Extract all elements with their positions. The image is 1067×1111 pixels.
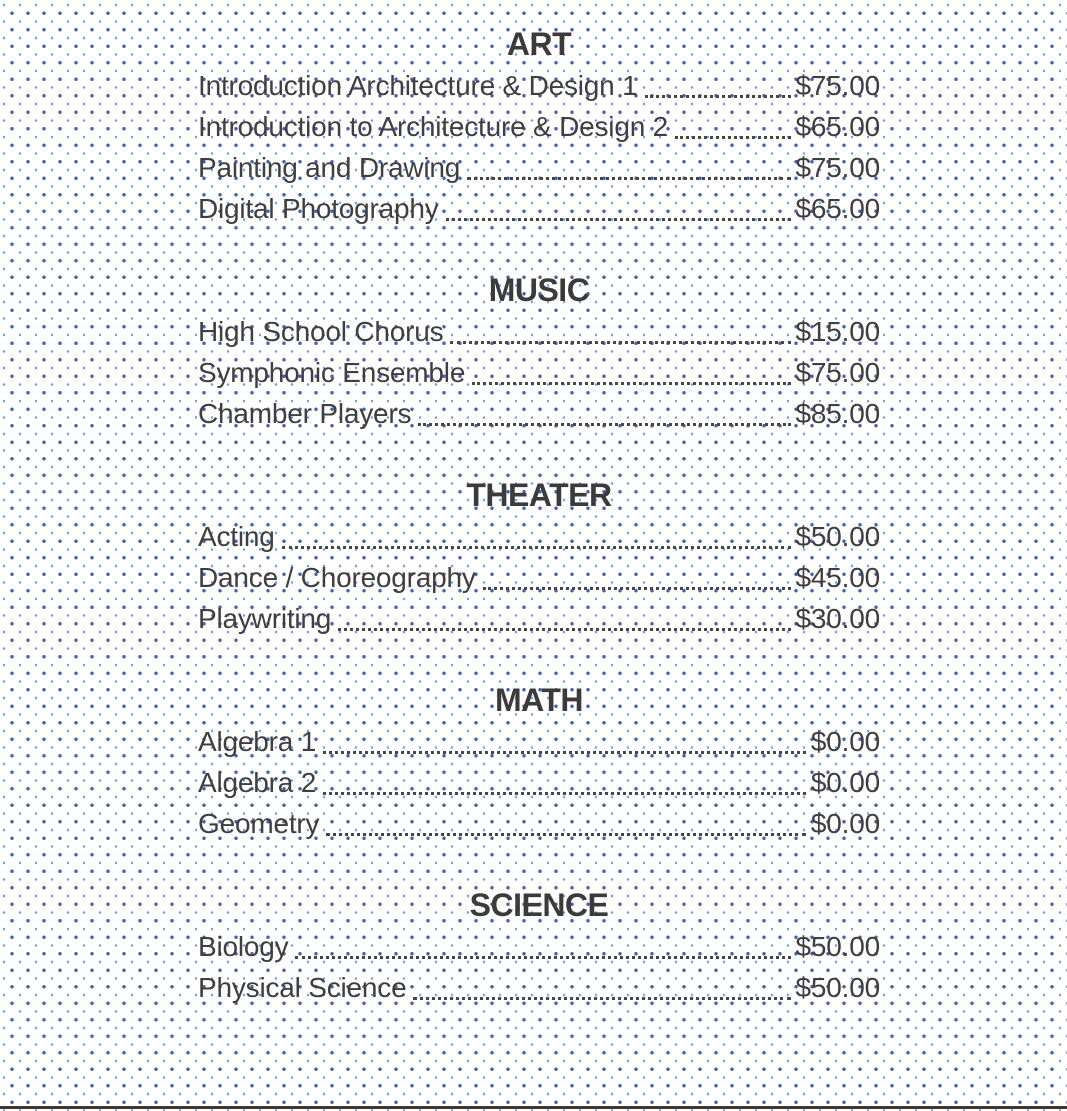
course-row <box>198 762 880 803</box>
section-title: MUSIC <box>488 272 590 308</box>
dot-leader <box>467 147 792 188</box>
section-title: SCIENCE <box>469 887 609 923</box>
course-row <box>198 803 880 844</box>
course-price: $65.00 <box>795 193 880 224</box>
course-row <box>198 516 880 557</box>
course-name: Physical Science <box>198 972 407 1003</box>
course-name: Playwriting <box>198 603 332 634</box>
dot-leader <box>418 393 792 434</box>
section-math <box>198 680 880 844</box>
dot-leader <box>450 311 792 352</box>
dot-leader <box>483 557 793 598</box>
dot-leader <box>413 967 792 1008</box>
course-price: $75.00 <box>795 152 880 183</box>
dot-leader <box>323 762 808 803</box>
dot-leader <box>282 516 793 557</box>
course-name: Dance / Choreography <box>198 562 476 593</box>
bottom-border-rule <box>0 1106 1067 1109</box>
course-row <box>198 557 880 598</box>
course-row <box>198 967 880 1008</box>
section-title: THEATER <box>466 477 612 513</box>
course-price: $65.00 <box>795 111 880 142</box>
dot-leader <box>338 598 792 639</box>
course-row <box>198 926 880 967</box>
dot-leader <box>472 352 792 393</box>
course-price: $50.00 <box>795 972 880 1003</box>
course-price: $0.00 <box>810 808 880 839</box>
course-fee-list <box>198 24 880 1008</box>
section-art <box>198 24 880 229</box>
course-name: Digital Photography <box>198 193 439 224</box>
dot-leader <box>446 188 793 229</box>
section-theater <box>198 475 880 639</box>
course-row <box>198 106 880 147</box>
course-price: $0.00 <box>810 767 880 798</box>
section-title: MATH <box>494 682 584 718</box>
course-name: Introduction to Architecture & Design 2 <box>198 111 669 142</box>
course-price: $75.00 <box>795 70 880 101</box>
course-name: Geometry <box>198 808 320 839</box>
course-row <box>198 352 880 393</box>
course-price: $15.00 <box>795 316 880 347</box>
dot-leader <box>645 65 793 106</box>
course-price: $75.00 <box>795 357 880 388</box>
course-price: $85.00 <box>795 398 880 429</box>
dot-leader <box>295 926 792 967</box>
section-science <box>198 885 880 1008</box>
course-price: $30.00 <box>795 603 880 634</box>
course-name: Acting <box>198 521 275 552</box>
course-row <box>198 393 880 434</box>
dot-leader <box>675 106 793 147</box>
course-price: $0.00 <box>810 726 880 757</box>
course-name: Algebra 2 <box>198 767 317 798</box>
course-name: Chamber Players <box>198 398 412 429</box>
course-row <box>198 65 880 106</box>
course-price: $50.00 <box>795 931 880 962</box>
course-name: Algebra 1 <box>198 726 317 757</box>
course-row <box>198 311 880 352</box>
course-row <box>198 598 880 639</box>
course-price: $45.00 <box>795 562 880 593</box>
course-name: High School Chorus <box>198 316 444 347</box>
course-row <box>198 721 880 762</box>
course-price: $50.00 <box>795 521 880 552</box>
course-row <box>198 147 880 188</box>
course-name: Symphonic Ensemble <box>198 357 466 388</box>
dot-leader <box>326 803 808 844</box>
course-name: Introduction Architecture & Design 1 <box>198 70 638 101</box>
section-title: ART <box>506 26 572 62</box>
course-name: Biology <box>198 931 289 962</box>
course-row <box>198 188 880 229</box>
dot-leader <box>323 721 808 762</box>
section-music <box>198 270 880 434</box>
course-name: Painting and Drawing <box>198 152 461 183</box>
